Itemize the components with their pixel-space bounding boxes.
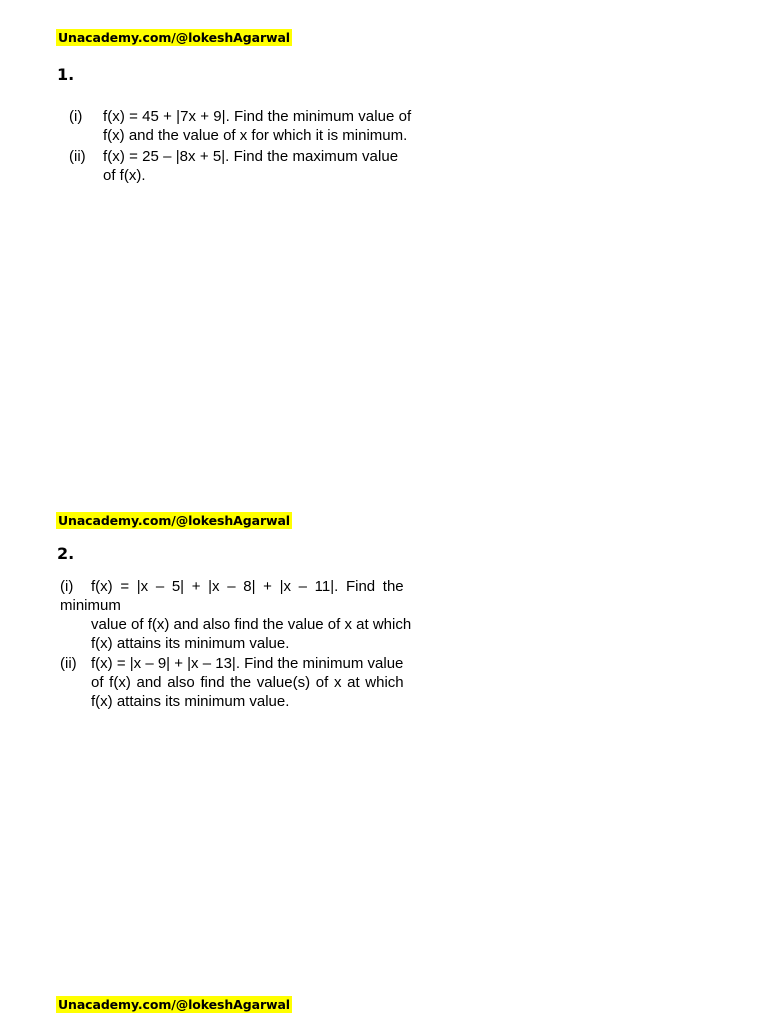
question-1-part-ii-line-2: of f(x). (103, 167, 146, 184)
question-2-part-ii-line-3: f(x) attains its minimum value. (91, 693, 290, 710)
question-1-part-i-marker: (i) (69, 108, 83, 125)
question-1-part-i-line-2: f(x) and the value of x for which it is minimum. (103, 127, 408, 144)
question-2-number: 2. (57, 544, 75, 563)
question-1-part-ii-marker: (ii) (69, 148, 86, 165)
watermark-header-3: Unacademy.com/@lokeshAgarwal (58, 997, 290, 1012)
watermark-header-2: Unacademy.com/@lokeshAgarwal (58, 513, 290, 528)
question-1-part-ii-line-1: f(x) = 25 – |8x + 5|. Find the maximum value (103, 148, 399, 165)
question-2-part-i-marker: (i) (60, 578, 74, 595)
question-2-part-i-line-2: value of f(x) and also find the value of x at which (91, 616, 412, 633)
question-2-part-i-line-1: f(x) = |x – 5| + |x – 8| + |x – 11|. Find the (91, 578, 404, 595)
question-1-part-i-line-1: f(x) = 45 + |7x + 9|. Find the minimum value of (103, 108, 412, 125)
question-2-part-ii-line-2: of f(x) and also find the value(s) of x at which (91, 674, 404, 691)
question-1-number: 1. (57, 65, 75, 84)
question-2-part-ii-line-1: f(x) = |x – 9| + |x – 13|. Find the minimum value (91, 655, 404, 672)
watermark-header-1: Unacademy.com/@lokeshAgarwal (58, 30, 290, 45)
question-2-part-i-line-1b: minimum (60, 597, 121, 614)
question-2-part-i-line-3: f(x) attains its minimum value. (91, 635, 290, 652)
question-2-part-ii-marker: (ii) (60, 655, 77, 672)
